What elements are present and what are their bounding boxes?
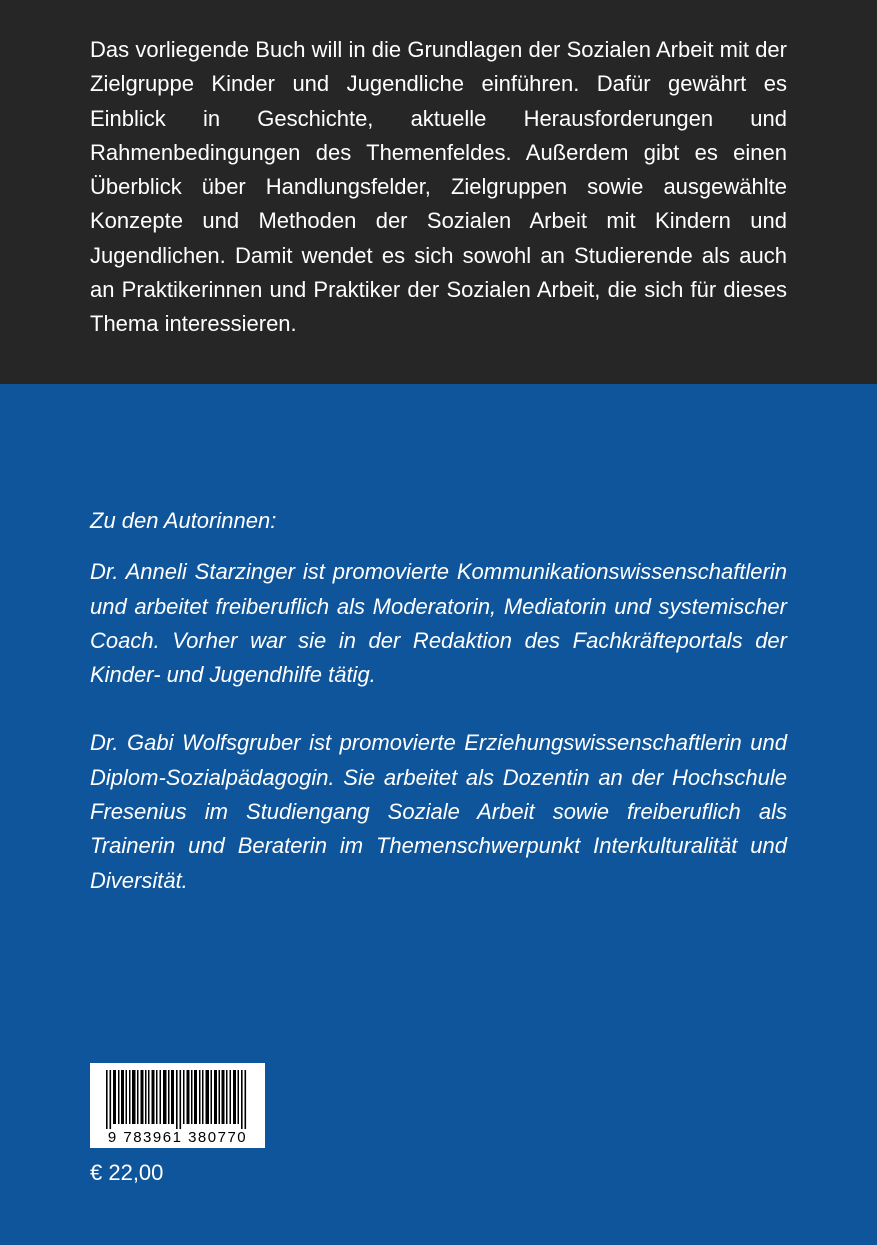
isbn-digits: 9 783961 380770 bbox=[107, 1129, 248, 1146]
author-bio-starzinger: Dr. Anneli Starzinger ist promovierte Kommunikationswissenschaftlerin und arbeitet freiberuflich als Moderatorin, Mediatorin und systemischer Coach. Vorher war sie in der Redaktion des Fachkräfteportals der Kinder- und Jugendhilfe tätig. bbox=[90, 559, 787, 688]
description-panel bbox=[0, 0, 877, 384]
isbn-barcode bbox=[90, 1063, 265, 1148]
authors-section bbox=[90, 504, 787, 898]
author-bio-wolfsgruber: Dr. Gabi Wolfsgruber ist promovierte Erziehungswissenschaftlerin und Diplom-Sozialpädagogin. Sie arbeitet als Dozentin an der Hochschule Fresenius im Studiengang Soziale Arbeit sowie freiberuflich als Trainerin und Beraterin im Themenschwerpunkt Interkulturalität und Diversität. bbox=[90, 730, 787, 893]
authors-heading: Zu den Autorinnen: bbox=[90, 508, 277, 533]
book-description: Das vorliegende Buch will in die Grundlagen der Sozialen Arbeit mit der Zielgruppe Kinder und Jugendliche einführen. Dafür gewährt es Einblick in Geschichte, aktuelle Herausforderungen und Rahmenbedingungen des Themenfeldes. Außerdem gibt es einen Überblick über Handlungsfelder, Zielgruppen sowie ausgewählte Konzepte und Methoden der Sozialen Arbeit mit Kindern und Jugendlichen. Damit wendet es sich sowohl an Studierende als auch an Praktikerinnen und Praktiker der Sozialen Arbeit, die sich für dieses Thema interessieren. bbox=[90, 37, 787, 337]
barcode-bars bbox=[90, 1063, 265, 1129]
price-label: € 22,00 bbox=[90, 1160, 164, 1185]
